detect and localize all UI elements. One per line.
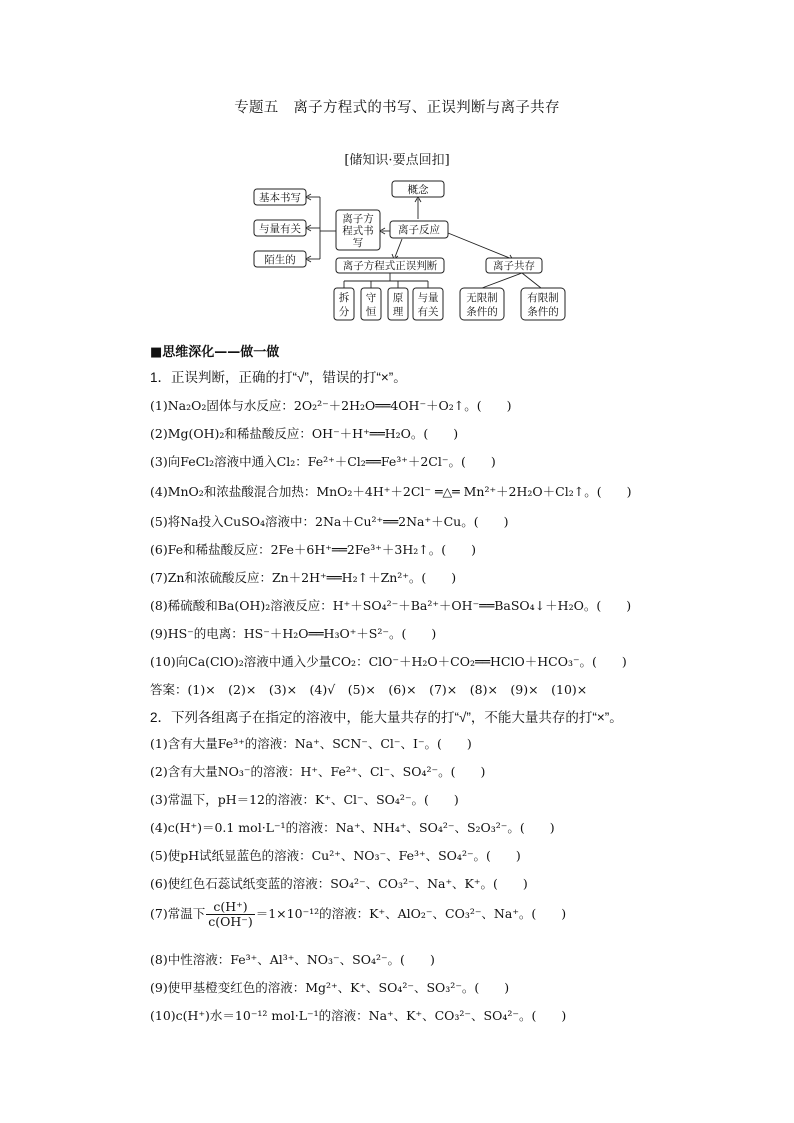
- question-2-title: 2．下列各组离子在指定的溶液中，能大量共存的打“√”，不能大量共存的打“×”。: [150, 710, 623, 725]
- label-you-2: 条件的: [527, 306, 559, 318]
- q2-item-9: (9)使甲基橙变红色的溶液：Mg²⁺、K⁺、SO₄²⁻、SO₃²⁻。( ): [150, 980, 510, 995]
- q2-item-7: [150, 900, 566, 929]
- q2-item-3: (3)常温下，pH＝12的溶液：K⁺、Cl⁻、SO₄²⁻。( ): [150, 792, 459, 807]
- q1-item-5: (5)将Na投入CuSO₄溶液中：2Na＋Cu²⁺══2Na⁺＋Cu。( ): [150, 514, 509, 529]
- page-title: 专题五 离子方程式的书写、正误判断与离子共存: [234, 100, 560, 116]
- q2-item-4: (4)c(H⁺)＝0.1 mol·L⁻¹的溶液：Na⁺、NH₄⁺、SO₄²⁻、S₂O₃²⁻。( ): [150, 820, 555, 835]
- q2-item-6: (6)使红色石蕊试纸变蓝的溶液：SO₄²⁻、CO₃²⁻、Na⁺、K⁺。( ): [150, 876, 528, 891]
- line-gongcun-to-you: [522, 273, 541, 288]
- label-you-1: 有限制: [527, 292, 559, 304]
- q2-item-2: (2)含有大量NO₃⁻的溶液：H⁺、Fe²⁺、Cl⁻、SO₄²⁻。( ): [150, 764, 486, 779]
- label-yuan-2: 理: [392, 306, 404, 318]
- label-chai-2: 分: [338, 306, 350, 318]
- label-wu-1: 无限制: [466, 292, 498, 304]
- label-wu-2: 条件的: [466, 306, 498, 318]
- label-zhengwu: 离子方程式正误判断: [342, 260, 438, 272]
- section-heading: ■思维深化——做一做: [150, 345, 280, 360]
- label-shuxie-2: 程式书: [342, 225, 374, 237]
- label-shuxie-3: 写: [352, 237, 364, 249]
- q1-item-3: (3)向FeCl₂溶液中通入Cl₂：Fe²⁺＋Cl₂══Fe³⁺＋2Cl⁻。( ): [150, 454, 496, 469]
- label-jiben: 基本书写: [259, 192, 301, 204]
- section-subtitle: [储知识·要点回扣]: [344, 153, 450, 168]
- label-lizi-fanying: 离子反应: [398, 224, 440, 236]
- q2-item-10: (10)c(H⁺)水＝10⁻¹² mol·L⁻¹的溶液：Na⁺、K⁺、CO₃²⁻、SO₄²⁻。( ): [150, 1008, 567, 1023]
- q1-item-1: (1)Na₂O₂固体与水反应：2O₂²⁻＋2H₂O══4OH⁻＋O₂↑。( ): [150, 398, 512, 413]
- answer-line: 答案：(1)× (2)× (3)× (4)√ (5)× (6)× (7)× (8)× (9)× (10)×: [150, 682, 588, 697]
- label-gongcun: 离子共存: [493, 260, 535, 272]
- label-yuliang: 与量有关: [259, 223, 301, 235]
- label-liang-2: 有关: [417, 306, 439, 318]
- question-1-title: 1．正误判断，正确的打“√”，错误的打“×”。: [150, 370, 407, 385]
- q2-item-1: (1)含有大量Fe³⁺的溶液：Na⁺、SCN⁻、Cl⁻、I⁻。( ): [150, 736, 472, 751]
- q1-item-6: (6)Fe和稀盐酸反应：2Fe＋6H⁺══2Fe³⁺＋3H₂↑。( ): [150, 542, 476, 557]
- q1-item-7: (7)Zn和浓硫酸反应：Zn＋2H⁺══H₂↑＋Zn²⁺。( ): [150, 570, 457, 585]
- fraction-numerator: c(H⁺): [206, 900, 255, 915]
- label-shou-2: 恒: [365, 306, 377, 318]
- line-gongcun-to-wu: [482, 273, 522, 288]
- label-gainian: 概念: [407, 184, 429, 196]
- q1-item-9: (9)HS⁻的电离：HS⁻＋H₂O══H₃O⁺＋S²⁻。( ): [150, 626, 437, 641]
- line-reaction-to-zhengwu: [395, 239, 402, 257]
- label-shuxie-1: 离子方: [342, 213, 374, 225]
- fraction: [206, 900, 255, 929]
- q2-item-8: (8)中性溶液：Fe³⁺、Al³⁺、NO₃⁻、SO₄²⁻。( ): [150, 952, 435, 967]
- q1-item-10: (10)向Ca(ClO)₂溶液中通入少量CO₂：ClO⁻＋H₂O＋CO₂══HClO＋HCO₃⁻。( ): [150, 654, 627, 669]
- label-shou-1: 守: [365, 292, 377, 304]
- q1-item-4: (4)MnO₂和浓盐酸混合加热：MnO₂＋4H⁺＋2Cl⁻ ═△═ Mn²⁺＋2H₂O＋Cl₂↑。( ): [150, 484, 632, 499]
- q2-item-7-suffix: ＝1×10⁻¹²的溶液：K⁺、AlO₂⁻、CO₃²⁻、Na⁺。( ): [255, 906, 567, 921]
- q2-item-5: (5)使pH试纸显蓝色的溶液：Cu²⁺、NO₃⁻、Fe³⁺、SO₄²⁻。( ): [150, 848, 521, 863]
- line-reaction-to-gongcun: [448, 233, 512, 259]
- fraction-denominator: c(OH⁻): [208, 914, 253, 929]
- q1-item-2: (2)Mg(OH)₂和稀盐酸反应：OH⁻＋H⁺══H₂O。( ): [150, 426, 459, 441]
- label-yuan-1: 原: [392, 292, 404, 304]
- q2-item-7-prefix: (7)常温下: [150, 906, 206, 921]
- label-liang-1: 与量: [417, 292, 439, 304]
- label-mosheng: 陌生的: [264, 254, 296, 266]
- label-chai-1: 拆: [338, 292, 350, 304]
- concept-map-diagram: [250, 175, 580, 325]
- q1-item-8: (8)稀硫酸和Ba(OH)₂溶液反应：H⁺＋SO₄²⁻＋Ba²⁺＋OH⁻══BaSO₄↓＋H₂O。( ): [150, 598, 632, 613]
